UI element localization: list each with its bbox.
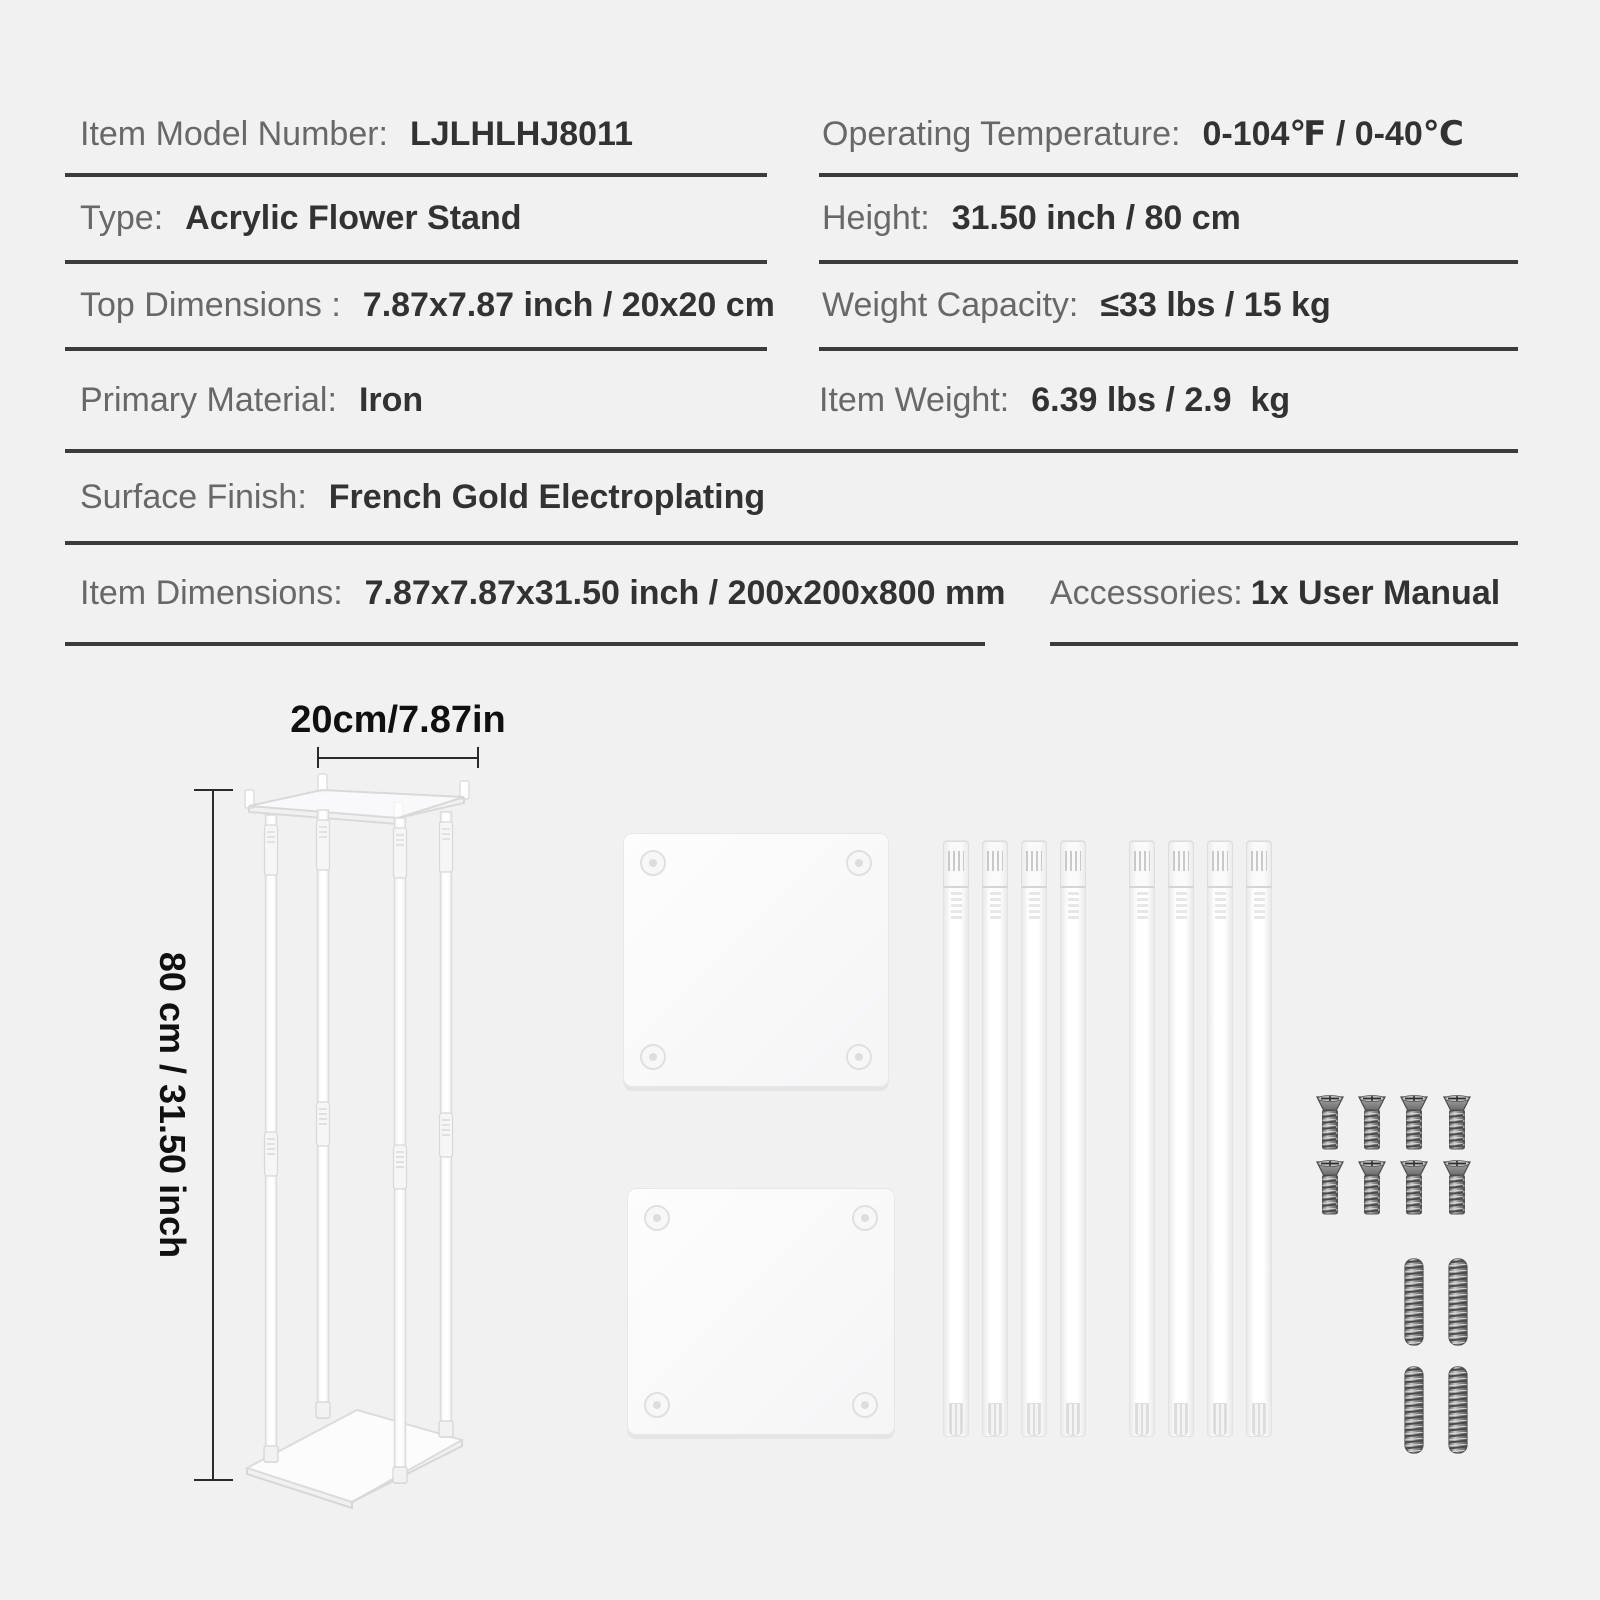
spec-value: 7.87x7.87x31.50 inch / 200x200x800 mm: [364, 574, 1006, 612]
threaded-stud-icon: [1449, 1367, 1467, 1453]
acrylic-panel: [623, 833, 889, 1087]
grommet-icon: [852, 1205, 878, 1231]
stand-legs: [266, 810, 452, 1483]
threaded-stud-icon: [1405, 1259, 1423, 1345]
width-dimension-label: 20cm/7.87in: [290, 699, 506, 741]
grommet-icon: [644, 1205, 670, 1231]
rod: [1207, 840, 1233, 1437]
spec-value: 6.39 lbs / 2.9 kg: [1031, 380, 1291, 419]
rod: [982, 840, 1008, 1437]
spec-value: 1x User Manual: [1250, 574, 1501, 612]
stand-illustration: [130, 670, 530, 1520]
spec-value: 7.87x7.87 inch / 20x20 cm: [362, 286, 775, 324]
spec-label: Top Dimensions :: [80, 286, 341, 324]
stand-mid-connectors: [265, 1102, 453, 1189]
height-dimension-line: [194, 790, 233, 1480]
rod: [1168, 840, 1194, 1437]
spec-value: Acrylic Flower Stand: [185, 199, 522, 237]
screw-icon: [1444, 1161, 1470, 1215]
spec-cell-primary-material: [80, 351, 423, 449]
spec-label: Item Weight:: [819, 380, 1010, 419]
spec-label: Surface Finish:: [80, 477, 307, 516]
grommet-icon: [846, 850, 872, 876]
acrylic-panel: [627, 1188, 895, 1435]
rod: [1129, 840, 1155, 1437]
spec-value: 31.50 inch / 80 cm: [951, 199, 1241, 237]
spec-value: ≤33 lbs / 15 kg: [1100, 286, 1331, 324]
spec-cell-item-dimensions: [65, 545, 1006, 646]
spec-cell-surface-finish: [65, 453, 1518, 545]
spec-label: Height:: [822, 199, 930, 237]
grommet-icon: [640, 850, 666, 876]
rod: [1021, 840, 1047, 1437]
spec-cell-weight-capacity: [819, 264, 1518, 351]
screw-icon: [1444, 1096, 1470, 1150]
screw-icon: [1359, 1096, 1385, 1150]
screw-icon: [1401, 1161, 1427, 1215]
spec-cell-type: [65, 177, 767, 264]
rod: [943, 840, 969, 1437]
spec-label: Primary Material:: [80, 380, 337, 419]
spec-value: French Gold Electroplating: [328, 477, 766, 516]
spec-label: Item Model Number:: [80, 114, 388, 153]
spec-value: 0-104℉ / 0-40℃: [1202, 115, 1464, 153]
spec-row-material-weight: [65, 351, 1518, 453]
spec-label: Operating Temperature:: [822, 114, 1181, 153]
spec-label: Item Dimensions:: [80, 574, 343, 612]
spec-value: Iron: [358, 380, 424, 419]
rod: [1246, 840, 1272, 1437]
stand-top-plate: [249, 790, 464, 824]
stand-upper-collars: [265, 820, 453, 878]
screw-icon: [1317, 1161, 1343, 1215]
spec-cell-top-dimensions: [65, 264, 775, 351]
spec-cell-operating-temperature: [819, 95, 1518, 177]
threaded-studs-group: [1398, 1256, 1478, 1456]
width-dimension-line: [318, 747, 478, 768]
rod: [1060, 840, 1086, 1437]
grommet-icon: [846, 1044, 872, 1070]
spec-label: Weight Capacity:: [822, 286, 1079, 324]
spec-cell-accessories: [1050, 545, 1518, 646]
spec-cell-height: [819, 177, 1518, 264]
spec-cell-item-weight: [819, 351, 1290, 449]
screw-icon: [1359, 1161, 1385, 1215]
height-dimension-label: 80 cm / 31.50 inch: [152, 951, 193, 1259]
screw-icon: [1401, 1096, 1427, 1150]
spec-label: Type:: [80, 199, 164, 237]
grommet-icon: [852, 1392, 878, 1418]
spec-cell-model: [65, 95, 767, 177]
spec-label: Accessories:: [1050, 574, 1243, 612]
screw-icon: [1317, 1096, 1343, 1150]
grommet-icon: [640, 1044, 666, 1070]
rods-group: [943, 840, 1272, 1437]
grommet-icon: [644, 1392, 670, 1418]
threaded-stud-icon: [1405, 1367, 1423, 1453]
stand-base-plate: [247, 1410, 462, 1508]
spec-value: LJLHLHJ8011: [410, 114, 633, 153]
threaded-stud-icon: [1449, 1259, 1467, 1345]
screws-group: [1303, 1089, 1473, 1219]
